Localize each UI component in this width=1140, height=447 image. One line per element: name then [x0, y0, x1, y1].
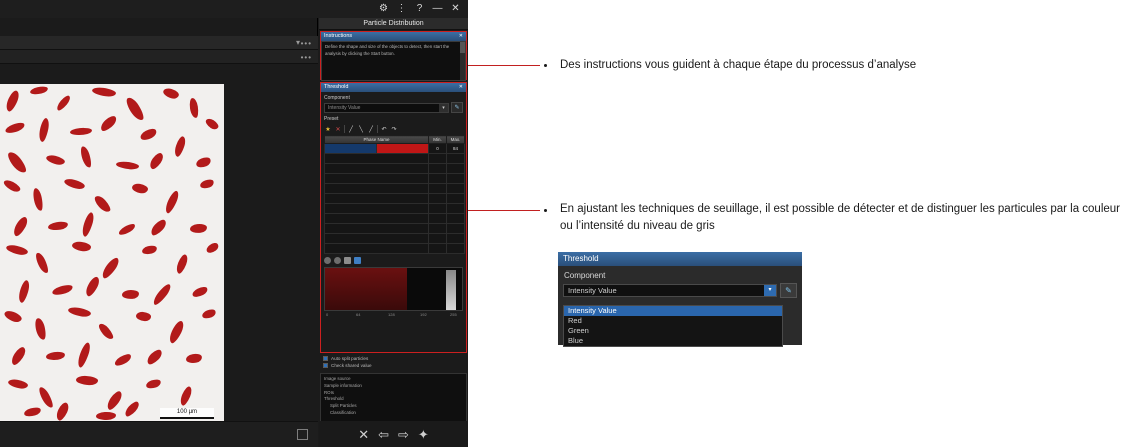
instructions-header-label: Instructions — [324, 33, 353, 39]
table-row[interactable] — [325, 154, 465, 164]
tree-item-image-source[interactable]: Image source — [324, 376, 351, 381]
component-row — [321, 102, 466, 113]
table-row[interactable] — [325, 204, 465, 214]
table-row[interactable] — [325, 164, 465, 174]
close-icon[interactable]: ✕ — [458, 33, 463, 39]
phase-mini-toolbar — [321, 254, 466, 267]
component-dropdown-list[interactable] — [563, 305, 783, 347]
tree-item-rois[interactable]: ROIs — [324, 389, 335, 395]
option-label: Auto split particles — [331, 356, 369, 361]
panel-title: Particle Distribution — [319, 18, 468, 30]
dropdown-option-red[interactable]: Red — [568, 316, 582, 325]
table-row[interactable] — [325, 174, 465, 184]
option-auto-split[interactable] — [320, 355, 467, 362]
tree-item-classification[interactable]: Classification — [330, 410, 356, 416]
viewer-toolbar[interactable] — [0, 36, 318, 50]
histogram-axis — [324, 311, 463, 320]
table-row[interactable] — [325, 234, 465, 244]
close-icon[interactable]: ✕ — [451, 3, 460, 14]
dropdown-option-intensity-value[interactable]: Intensity Value — [564, 306, 782, 316]
microscopy-image — [0, 84, 224, 427]
options-group — [320, 355, 467, 369]
table-row[interactable] — [325, 214, 465, 224]
leader-line-1 — [468, 65, 540, 66]
bullet-2 — [544, 209, 547, 212]
preset-toolbar — [321, 123, 466, 135]
axis-tick-192: 192 — [420, 312, 427, 317]
redo-icon[interactable]: ↷ — [391, 126, 397, 133]
table-header-row — [325, 136, 465, 144]
row-min: 0 — [429, 144, 447, 154]
axis-tick-0: 0 — [326, 312, 329, 317]
histogram-peak — [446, 270, 456, 310]
forward-arrow-icon[interactable]: ⇨ — [398, 426, 409, 442]
component-select[interactable] — [324, 103, 449, 113]
eyedropper-icon[interactable]: ✎ — [780, 283, 797, 298]
gear-icon[interactable]: ⚙ — [379, 3, 388, 14]
option-label: Check shared value — [331, 363, 372, 368]
image-canvas[interactable] — [0, 64, 318, 439]
annotation-text-2: En ajustant les techniques de seuillage, il est possible de détecter et de distinguer les particules par la couleur ou l’intensité du niveau de gris — [560, 203, 1121, 232]
checkbox-icon[interactable] — [323, 363, 328, 368]
table-row[interactable] — [325, 144, 465, 154]
column-max: Max. — [447, 136, 465, 144]
axis-tick-128: 128 — [388, 312, 395, 317]
chevron-down-icon[interactable]: ▾ — [764, 285, 776, 296]
tree-item-split-particles[interactable]: Split Particles — [330, 403, 357, 409]
bullet-1 — [544, 64, 547, 67]
remove-icon[interactable] — [334, 257, 341, 264]
inset-component-row — [558, 283, 802, 298]
viewer-overflow-icon-2[interactable]: ••• — [300, 53, 312, 62]
row-max: 84 — [447, 144, 465, 154]
eyedropper-icon[interactable]: ✎ — [451, 102, 463, 113]
run-icon[interactable]: ✦ — [417, 426, 429, 442]
application-window — [0, 0, 468, 447]
scale-bar: 100 µm — [160, 408, 214, 419]
threshold-section — [320, 82, 467, 353]
viewer-overflow-icon[interactable]: ••• — [300, 39, 312, 48]
viewer-status-bar — [0, 421, 318, 447]
wizard-bottom-bar — [319, 421, 468, 447]
component-select-value: Intensity Value — [328, 104, 361, 111]
table-row[interactable] — [325, 194, 465, 204]
inset-component-label: Component — [564, 271, 606, 280]
settings-icon[interactable] — [344, 257, 351, 264]
image-viewer-pane — [0, 18, 318, 447]
pencil-icon[interactable]: ╲ — [359, 126, 363, 133]
preset-label: Preset — [324, 116, 339, 122]
dropdown-option-green[interactable]: Green — [568, 326, 589, 335]
histogram-selection[interactable] — [325, 268, 407, 310]
tree-item-sample-information[interactable]: Sample information — [324, 382, 362, 388]
threshold-header — [321, 83, 466, 92]
chevron-down-icon[interactable]: ▾ — [295, 38, 300, 47]
histogram[interactable] — [324, 267, 463, 311]
inset-component-select[interactable] — [563, 284, 777, 297]
component-label: Component — [324, 95, 350, 101]
table-row[interactable] — [325, 244, 465, 254]
instructions-header — [321, 32, 466, 41]
close-icon[interactable]: ✕ — [458, 84, 463, 90]
pick-icon[interactable]: ╱ — [369, 126, 373, 133]
minimize-icon[interactable]: — — [432, 3, 443, 14]
layout-icon[interactable] — [297, 429, 308, 440]
close-icon[interactable]: ✕ — [358, 426, 370, 442]
threshold-header-label: Threshold — [324, 84, 349, 90]
inset-title: Threshold — [558, 252, 802, 266]
eyedropper-icon[interactable]: ╱ — [349, 126, 353, 133]
table-row[interactable] — [325, 224, 465, 234]
delete-icon[interactable]: ✕ — [335, 126, 341, 133]
add-icon[interactable] — [324, 257, 331, 264]
back-arrow-icon[interactable]: ⇦ — [378, 426, 389, 442]
dropdown-option-blue[interactable]: Blue — [568, 336, 584, 345]
column-min: Min. — [429, 136, 447, 144]
star-icon[interactable]: ★ — [325, 126, 331, 133]
instructions-section — [320, 31, 467, 80]
inset-component-value: Intensity Value — [568, 286, 617, 295]
viewer-secondary-toolbar[interactable] — [0, 50, 318, 64]
tree-item-threshold[interactable]: Threshold — [324, 396, 344, 402]
fill-icon[interactable] — [354, 257, 361, 264]
undo-icon[interactable]: ↶ — [381, 126, 387, 133]
option-check-shared[interactable] — [320, 362, 467, 369]
phase-table — [324, 135, 465, 254]
checkbox-icon[interactable] — [323, 356, 328, 361]
info-icon[interactable]: ⋮ — [396, 3, 407, 14]
leader-line-2 — [468, 210, 540, 211]
instructions-text: Define the shape and size of the objects to detect, then start the analysis by clicking the Start button. — [321, 41, 466, 81]
axis-tick-255: 255 — [450, 312, 457, 317]
column-phase-name: Phase Name — [325, 136, 429, 144]
particle-distribution-panel — [319, 18, 468, 447]
table-row[interactable] — [325, 184, 465, 194]
annotation-text-1: Des instructions vous guident à chaque étape du processus d’analyse — [560, 59, 917, 71]
axis-tick-64: 64 — [356, 312, 361, 317]
instructions-scrollbar[interactable] — [460, 42, 465, 80]
chevron-down-icon[interactable]: ▾ — [439, 104, 448, 112]
help-icon[interactable]: ? — [416, 3, 423, 14]
window-titlebar — [0, 0, 468, 18]
